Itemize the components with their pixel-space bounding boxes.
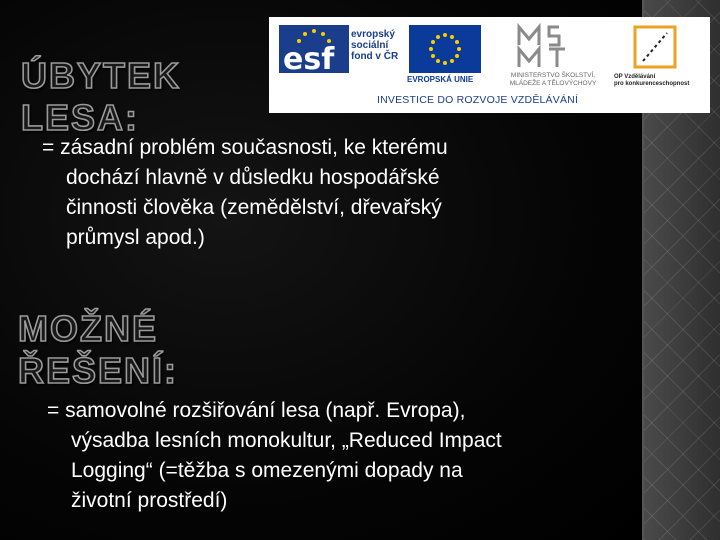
- svg-text:esf: esf: [283, 42, 335, 73]
- eu-label: EVROPSKÁ UNIE: [407, 75, 474, 84]
- msmt-logo: [515, 23, 585, 71]
- op-label: OP Vzdělávání pro konkurenceschopnost: [614, 74, 690, 87]
- msmt-label: MINISTERSTVO ŠKOLSTVÍ, MLÁDEŽE A TĚLOVÝCHOVY: [509, 72, 597, 87]
- heading-possible-solutions: MOŽNÉ ŘEŠENÍ:: [18, 308, 179, 391]
- esf-logo: [279, 25, 349, 73]
- solutions-description: = samovolné rozšiřování lesa (např. Evropa), výsadba lesních monokultur, „Reduced Impact Logging“ (=těžba s omezenými dopady na životní prostředí): [47, 399, 502, 512]
- forest-loss-description: = zásadní problém současnosti, ke kterému dochází hlavně v důsledku hospodářské činnosti člověka (zemědělství, dřevařský průmysl apod.): [42, 136, 448, 249]
- op-logo: [629, 23, 681, 73]
- heading-forest-loss: ÚBYTEK LESA:: [21, 55, 182, 138]
- eu-flag-icon: [409, 25, 481, 73]
- investice-text: INVESTICE DO ROZVOJE VZDĚLÁVÁNÍ: [377, 94, 579, 106]
- esf-text: evropský sociální fond v ČR: [351, 29, 399, 62]
- logo-strip: [269, 17, 710, 113]
